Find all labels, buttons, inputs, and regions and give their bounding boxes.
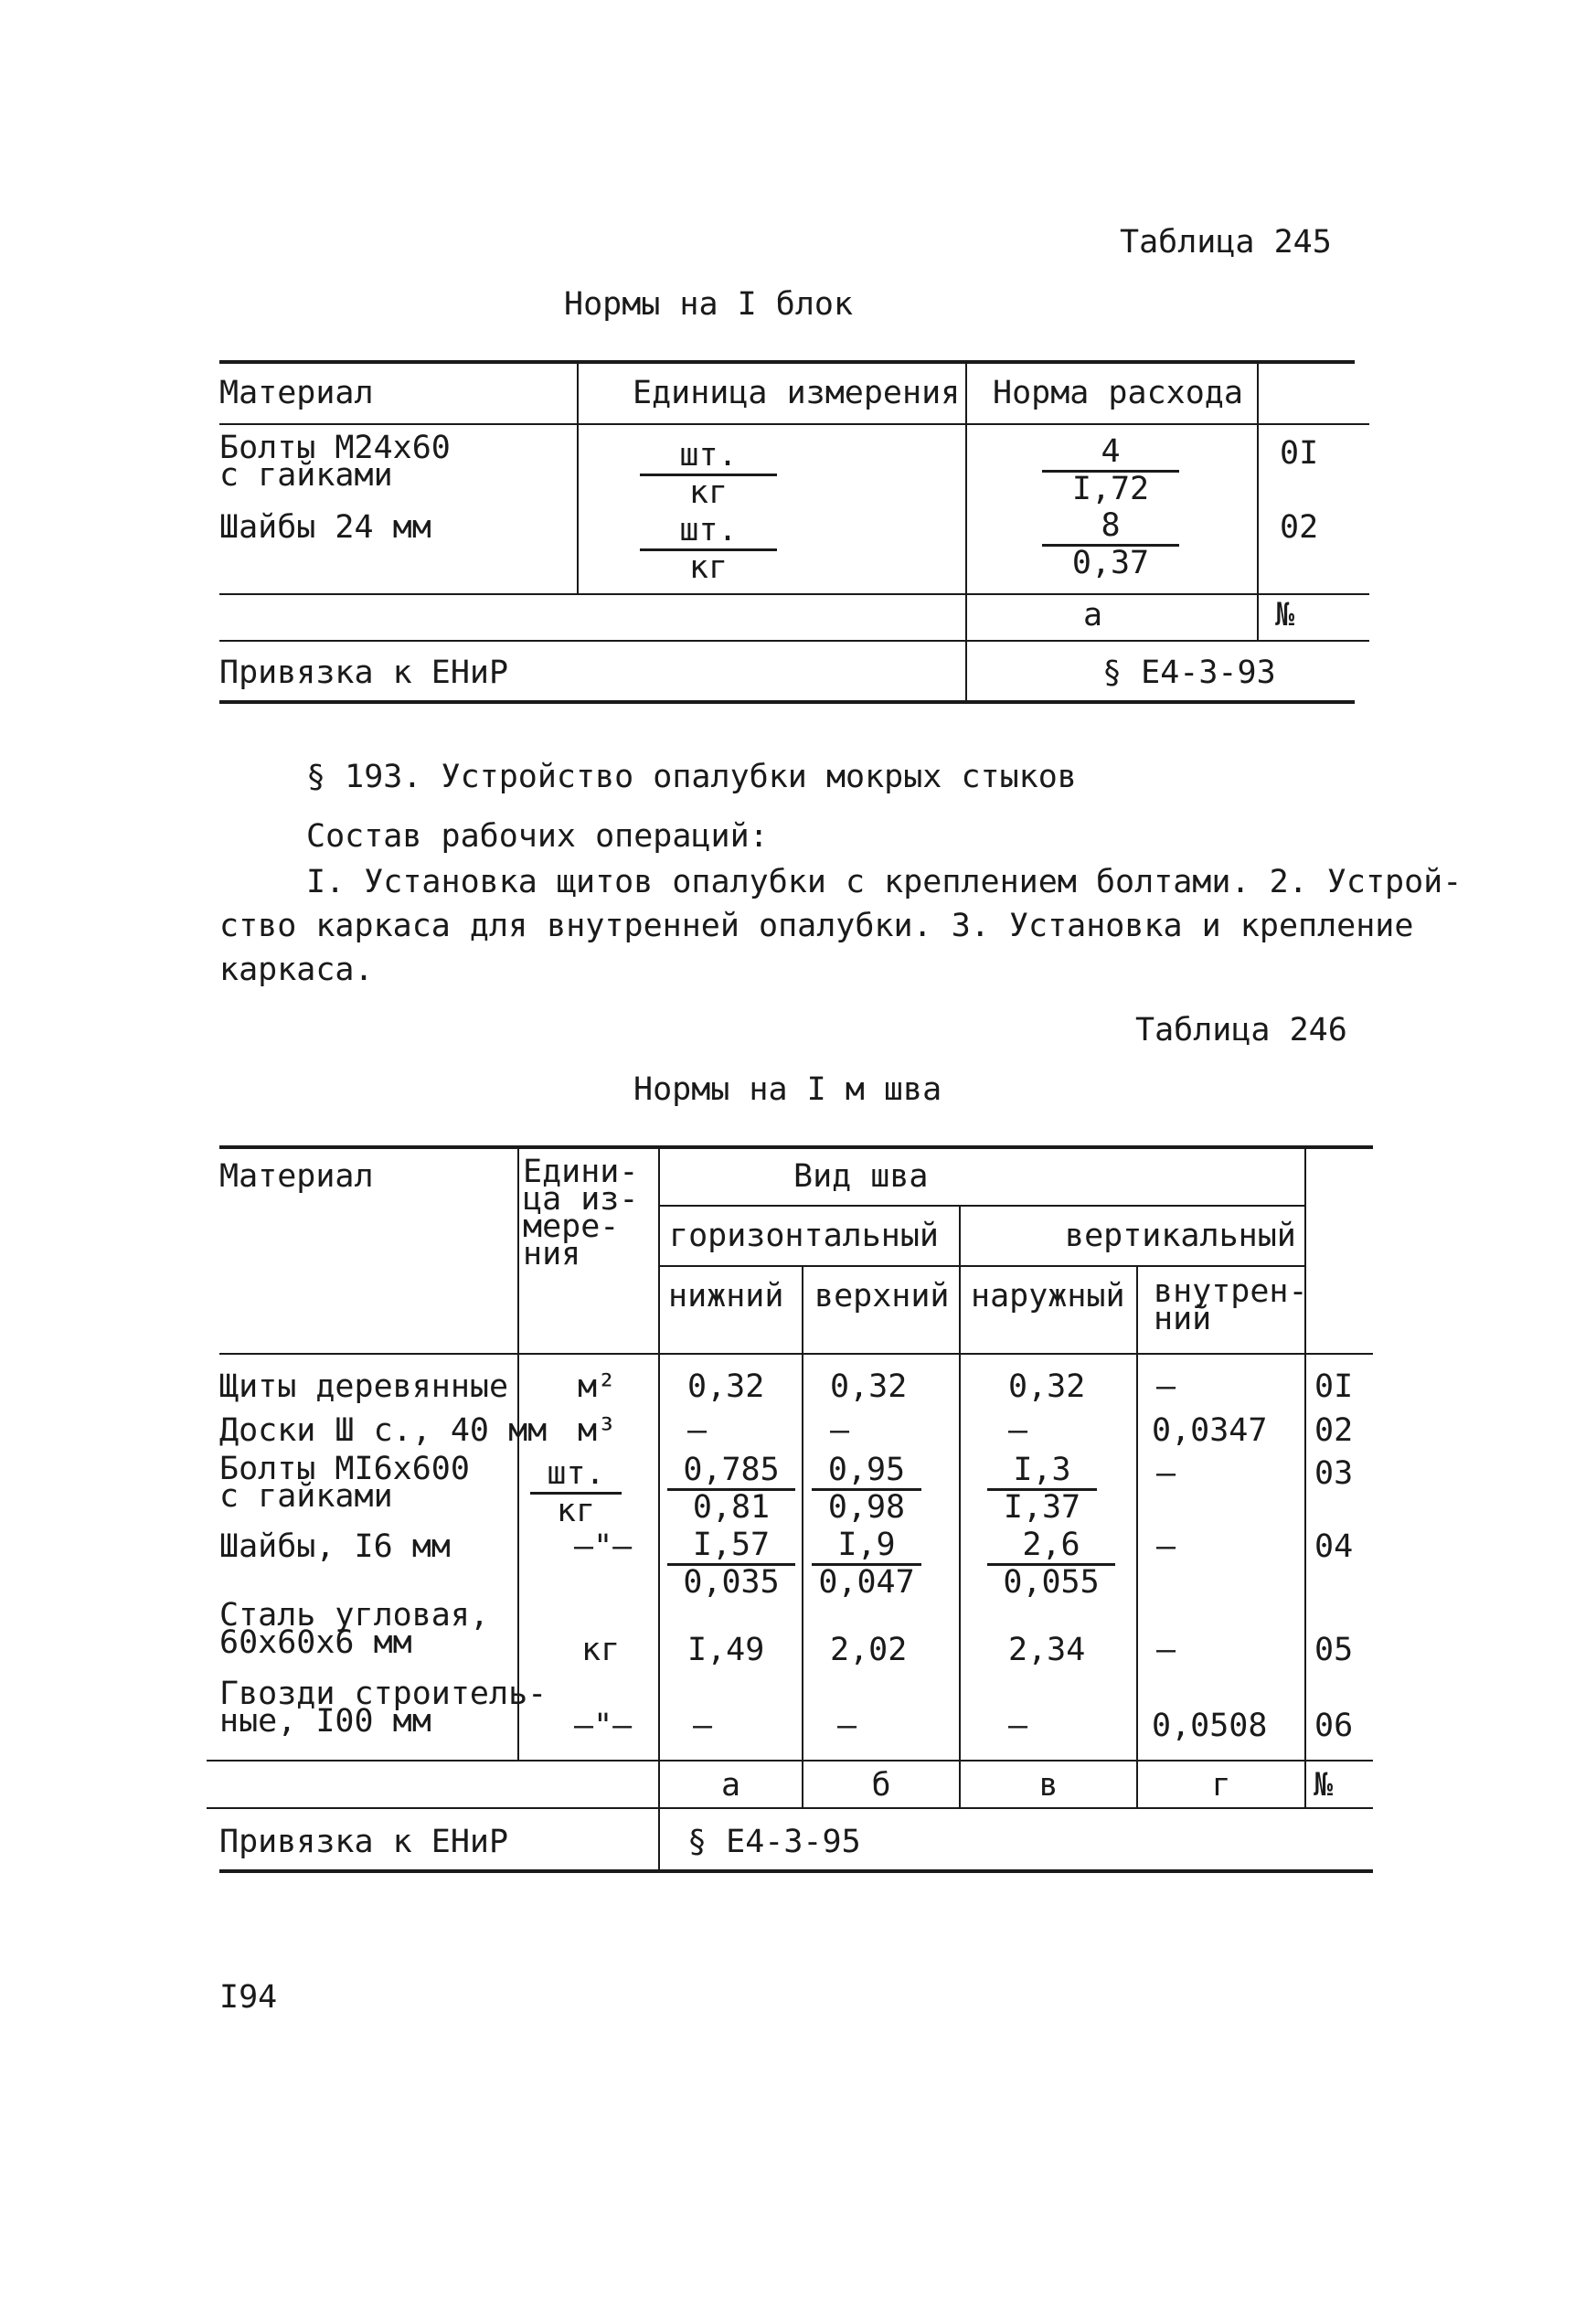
t245-row1-unit: шт. кг [640,439,777,509]
t246-row1-v: 0,32 [1008,1368,1086,1405]
t245-row1-material: Болты М24х60 с гайками [219,430,451,494]
t246-row6-b: – [837,1708,857,1744]
t246-header-kind: Вид шва [793,1158,929,1195]
t246-row4-g: – [1156,1528,1176,1565]
t245-binding-value: § Е4-3-93 [1102,655,1276,691]
t246-row3-g: – [1156,1455,1176,1492]
t245-binding-label: Привязка к ЕНиР [219,655,509,691]
t246-row2-unit: м³ [578,1412,617,1449]
t246-header-outer: наружный [971,1278,1125,1314]
t246-row6-a: – [693,1708,713,1744]
t246-header-unit: Едини- ца из- мере- ния [523,1154,639,1272]
t246-header-material: Материал [219,1158,374,1195]
t246-num-sign: № [1314,1767,1334,1804]
t245-col-letter: а [1083,597,1103,633]
t246-row4-material: Шайбы, I6 мм [219,1528,451,1565]
section-heading: § 193. Устройство опалубки мокрых стыков [306,759,1077,795]
t246-row6-code: 06 [1314,1708,1354,1744]
t246-row5-unit: кг [581,1632,621,1668]
t246-row2-g: 0,0347 [1152,1412,1268,1449]
t246-row5-material: Сталь угловая, 60х60х6 мм [219,1597,490,1661]
t245-row2-code: 02 [1280,509,1319,546]
t246-letter-v: в [1038,1767,1059,1804]
t246-row3-material: Болты МI6х600 с гайками [219,1451,470,1515]
t246-row5-b: 2,02 [830,1632,908,1668]
table-246-title: Нормы на I м шва [633,1071,942,1108]
t245-row2-material: Шайбы 24 мм [219,509,431,546]
t246-row5-g: – [1156,1632,1176,1668]
t246-row2-code: 02 [1314,1412,1354,1449]
t246-row4-code: 04 [1314,1528,1354,1565]
t245-row1-code: 0I [1280,435,1319,472]
t246-row6-material: Гвозди строитель- ные, I00 мм [219,1676,548,1740]
t246-row1-unit: м² [578,1368,617,1405]
t245-row2-unit: шт. кг [640,514,777,584]
t246-header-lower: нижний [668,1278,784,1314]
t245-header-norm: Норма расхода [993,375,1243,411]
t245-header-material: Материал [219,375,374,411]
t246-row1-b: 0,32 [830,1368,908,1405]
t245-header-unit: Единица измерения [633,375,961,411]
t246-header-upper: верхний [814,1278,950,1314]
t245-row1-norm: $\frac{4}{I,72}$ [1042,435,1179,506]
t246-header-inner: внутрен- ний [1154,1273,1308,1337]
table-245-caption: Таблица 245 [1120,224,1332,261]
t246-row4-v: $\frac{2,6}{0,055}$ [987,1528,1115,1599]
t246-binding-label: Привязка к ЕНиР [219,1824,509,1860]
page-number: I94 [219,1979,278,2016]
t246-row5-v: 2,34 [1008,1632,1086,1668]
t246-row3-a: $\frac{0,785}{0,81}$ [667,1453,795,1524]
t246-row4-unit: –"– [574,1528,633,1565]
t246-letter-b: б [871,1767,891,1804]
t246-row5-a: I,49 [687,1632,765,1668]
t246-row1-code: 0I [1314,1368,1354,1405]
t246-letter-a: а [720,1767,741,1804]
t245-row2-norm: $\frac{8}{0,37}$ [1042,509,1179,580]
t246-binding-value: § Е4-3-95 [687,1824,861,1860]
table-245-title: Нормы на I блок [564,286,854,323]
t246-row1-g: – [1156,1368,1176,1405]
t246-row2-material: Доски Ш с., 40 мм [219,1412,548,1449]
t246-row2-a: – [687,1412,708,1449]
t246-header-vertical: вертикальный [1065,1218,1296,1254]
t246-row4-a: $\frac{I,57}{0,035}$ [667,1528,795,1599]
operations-line-2: ство каркаса для внутренней опалубки. 3. Установка и крепление [219,908,1414,944]
t246-row3-v: $\frac{I,3}{I,37}$ [987,1453,1097,1524]
operations-label: Состав рабочих операций: [306,818,769,855]
operations-line-1: I. Установка щитов опалубки с креплением болтами. 2. Устрой- [306,864,1463,900]
operations-line-3: каркаса. [219,952,374,988]
t246-row1-a: 0,32 [687,1368,765,1405]
t246-row3-code: 03 [1314,1455,1354,1492]
t246-row3-unit: шт. кг [530,1457,622,1527]
t246-header-horizontal: горизонтальный [669,1218,940,1254]
t246-row6-g: 0,0508 [1152,1708,1268,1744]
t246-row6-unit: –"– [574,1708,633,1744]
t246-row5-code: 05 [1314,1632,1354,1668]
t246-row2-v: – [1008,1412,1028,1449]
t246-row1-material: Щиты деревянные [219,1368,509,1405]
t246-row4-b: $\frac{I,9}{0,047}$ [812,1528,921,1599]
t246-letter-g: г [1211,1767,1231,1804]
t246-row2-b: – [830,1412,850,1449]
table-246-caption: Таблица 246 [1135,1012,1347,1048]
t246-row3-b: $\frac{0,95}{0,98}$ [812,1453,921,1524]
t246-row6-v: – [1008,1708,1028,1744]
t245-num-sign: № [1275,597,1295,633]
